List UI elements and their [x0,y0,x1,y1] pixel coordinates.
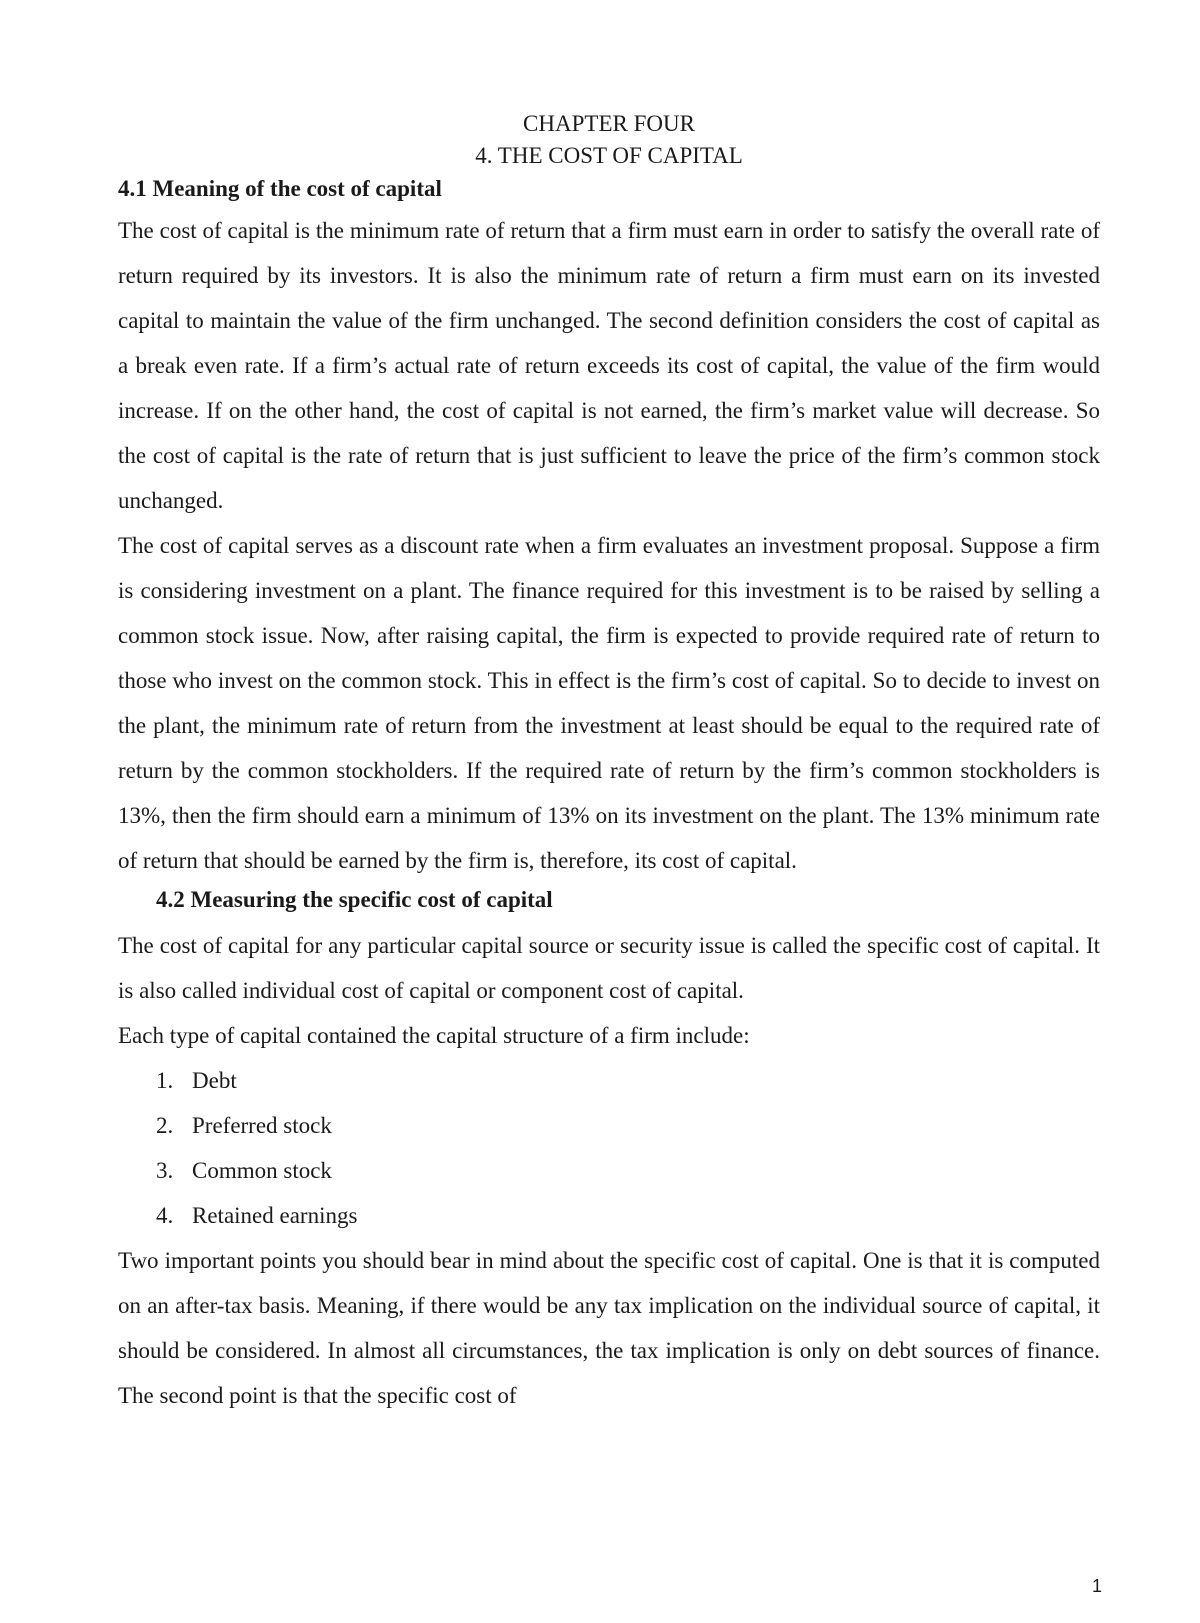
list-item [118,1148,1100,1193]
list-item-number: 3. [156,1158,174,1183]
section-1-paragraph-1: The cost of capital is the minimum rate of return that a firm must earn in order to satisfy the overall rate of return required by its investors. It is also the minimum rate of return a firm must earn on its invested capital to maintain the value of the firm unchanged. The second definition considers the cost of capital as a break even rate. If a firm’s actual rate of return exceeds its cost of capital, the value of the firm would increase. If on the other hand, the cost of capital is not earned, the firm’s market value will decrease. So the cost of capital is the rate of return that is just sufficient to leave the price of the firm’s common stock unchanged. [118,218,1100,513]
section-2-closing-paragraph: Two important points you should bear in mind about the specific cost of capital. One is that it is computed on an after-tax basis. Meaning, if there would be any tax implication on the individual source of capital, it should be considered. In almost all circumstances, the tax implication is only on debt sources of finance. The second point is that the specific cost of [118,1248,1100,1408]
list-item-label: Common stock [192,1158,332,1183]
section-1-heading: 4.1 Meaning of the cost of capital [118,176,442,201]
section-1-paragraph-2: The cost of capital serves as a discount rate when a firm evaluates an investment proposal. Suppose a firm is considering investment on a plant. The finance required for this investment is to be raised by selling a common stock issue. Now, after raising capital, the firm is expected to provide required rate of return to those who invest on the common stock. This in effect is the firm’s cost of capital. So to decide to invest on the plant, the minimum rate of return from the investment at least should be equal to the required rate of return by the common stockholders. If the required rate of return by the firm’s common stockholders is 13%, then the firm should earn a minimum of 13% on its investment on the plant. The 13% minimum rate of return that should be earned by the firm is, therefore, its cost of capital. [118,533,1100,873]
list-item [118,1058,1100,1103]
capital-types-list [118,1058,1100,1238]
page-number: 1 [1092,1576,1103,1596]
list-item [118,1103,1100,1148]
page-content [118,108,1100,1418]
list-item-number: 1. [156,1068,174,1093]
list-item-number: 4. [156,1203,174,1228]
list-item [118,1193,1100,1238]
section-2-intro: The cost of capital for any particular capital source or security issue is called the specific cost of capital. It is also called individual cost of capital or component cost of capital. [118,933,1100,1003]
chapter-subtitle: 4. THE COST OF CAPITAL [475,143,743,168]
list-item-label: Retained earnings [192,1203,358,1228]
list-item-label: Debt [192,1068,237,1093]
list-item-label: Preferred stock [192,1113,332,1138]
section-2-heading: 4.2 Measuring the specific cost of capital [156,887,553,912]
section-2-list-intro: Each type of capital contained the capital structure of a firm include: [118,1023,750,1048]
chapter-title: CHAPTER FOUR [523,111,695,136]
list-item-number: 2. [156,1113,174,1138]
